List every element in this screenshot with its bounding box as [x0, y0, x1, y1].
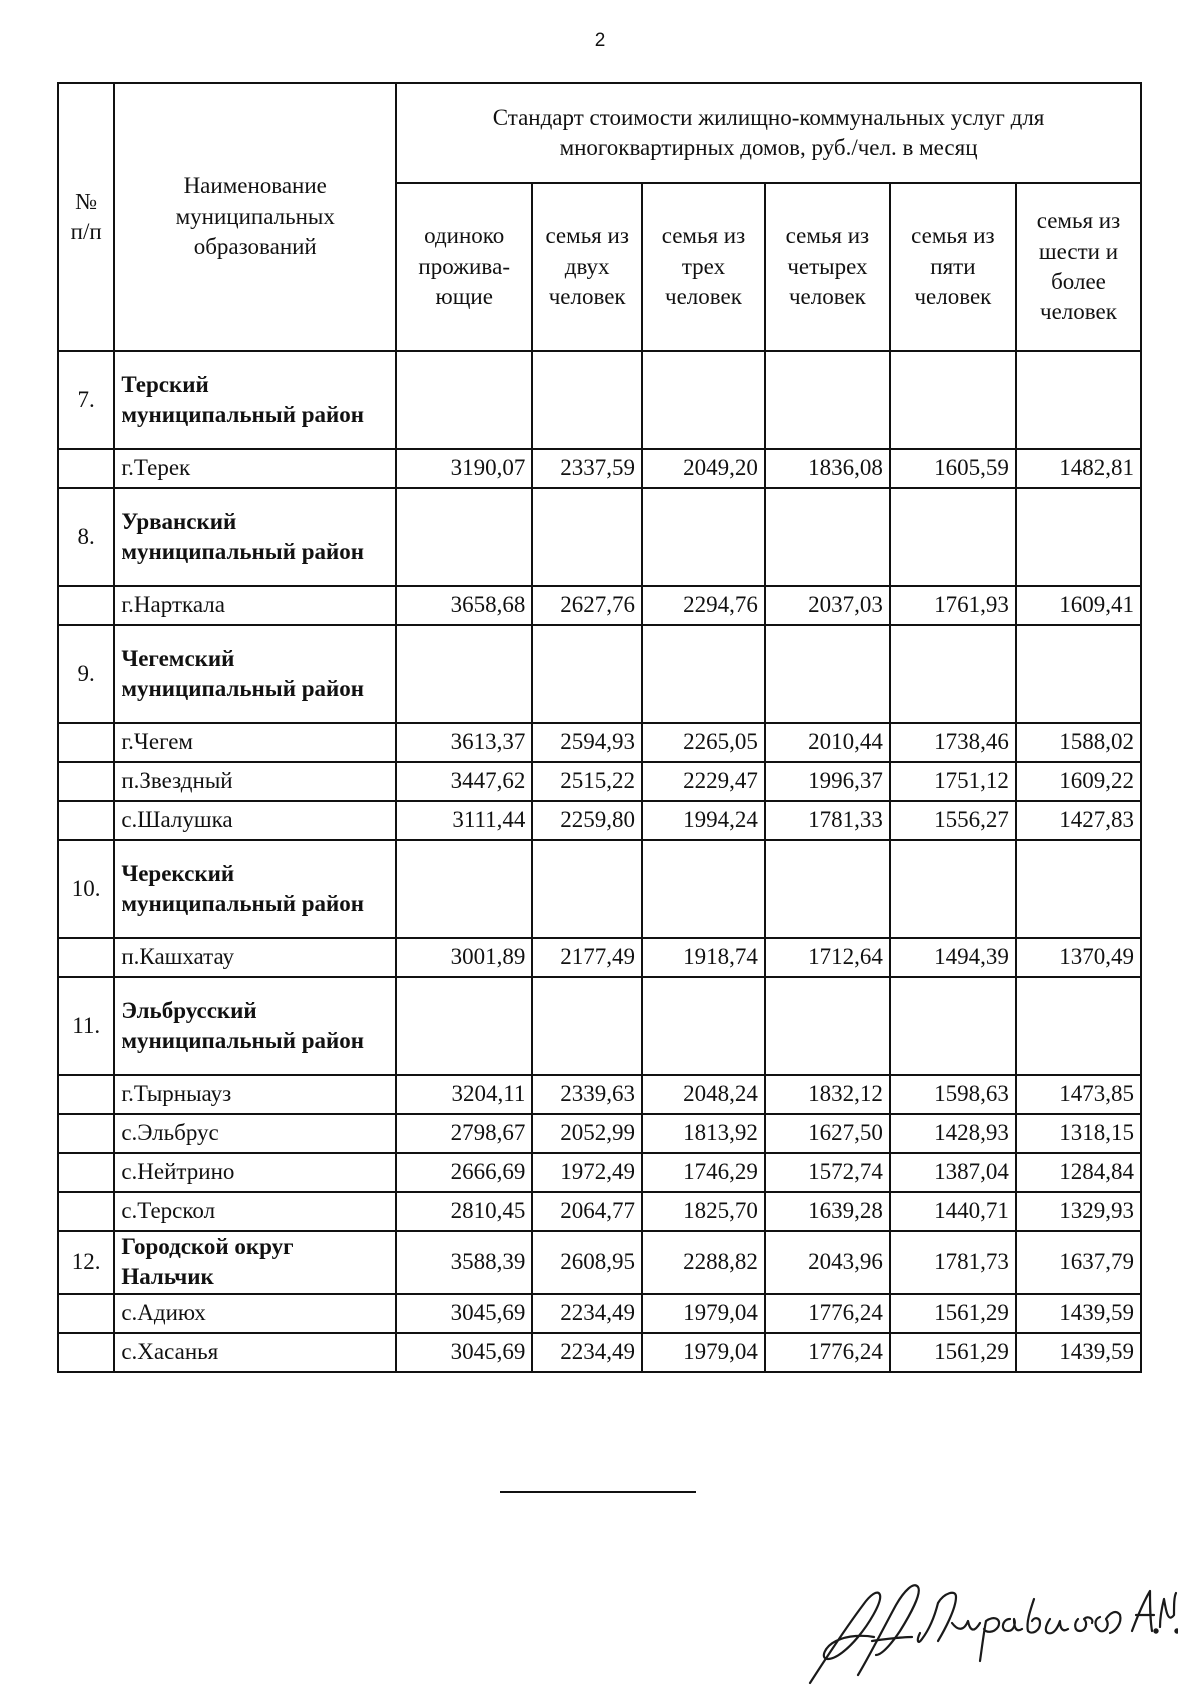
tariff-table: [57, 82, 1142, 1373]
footer-rule: [500, 1491, 696, 1493]
row-name: г.Чегем: [114, 723, 396, 762]
cost-cell: [765, 351, 890, 449]
cost-cell: 3588,39: [396, 1231, 532, 1294]
row-number: [58, 1075, 114, 1114]
cost-cell: 1776,24: [765, 1333, 890, 1372]
district-row: [58, 977, 1141, 1075]
cost-cell: [890, 351, 1016, 449]
cost-cell: 1813,92: [642, 1114, 765, 1153]
cost-cell: 1972,49: [532, 1153, 642, 1192]
cost-cell: 1609,22: [1016, 762, 1141, 801]
cost-cell: 1605,59: [890, 449, 1016, 488]
header-subcol: одиноко проживa-ющие: [396, 183, 532, 351]
cost-cell: 2608,95: [532, 1231, 642, 1294]
cost-cell: 2229,47: [642, 762, 765, 801]
cost-cell: 1781,73: [890, 1231, 1016, 1294]
cost-cell: [642, 625, 765, 723]
row-number: 7.: [58, 351, 114, 449]
row-name: Эльбрусский муниципальный район: [114, 977, 396, 1075]
page-number: 2: [594, 30, 606, 51]
cost-cell: 1979,04: [642, 1294, 765, 1333]
cost-cell: [890, 977, 1016, 1075]
cost-cell: [1016, 977, 1141, 1075]
cost-cell: 1370,49: [1016, 938, 1141, 977]
cost-cell: 2010,44: [765, 723, 890, 762]
cost-cell: 1494,39: [890, 938, 1016, 977]
cost-cell: 3613,37: [396, 723, 532, 762]
cost-cell: [1016, 351, 1141, 449]
settlement-row: [58, 762, 1141, 801]
cost-cell: 2265,05: [642, 723, 765, 762]
header-number: № п/п: [58, 83, 114, 351]
cost-cell: 1639,28: [765, 1192, 890, 1231]
cost-cell: [396, 351, 532, 449]
cost-cell: 3204,11: [396, 1075, 532, 1114]
row-number: [58, 449, 114, 488]
cost-cell: 2339,63: [532, 1075, 642, 1114]
row-name: п.Кашхатау: [114, 938, 396, 977]
cost-cell: [642, 840, 765, 938]
cost-cell: 3045,69: [396, 1333, 532, 1372]
cost-cell: 2037,03: [765, 586, 890, 625]
row-number: 8.: [58, 488, 114, 586]
header-subcol: семья из двух человек: [532, 183, 642, 351]
cost-cell: [642, 977, 765, 1075]
row-name: с.Шалушка: [114, 801, 396, 840]
row-number: 9.: [58, 625, 114, 723]
row-name: г.Нарткала: [114, 586, 396, 625]
row-number: [58, 723, 114, 762]
cost-cell: [532, 977, 642, 1075]
header-subcol: семья из пяти человек: [890, 183, 1016, 351]
cost-cell: [890, 488, 1016, 586]
row-name: Терский муниципальный район: [114, 351, 396, 449]
settlement-row: [58, 1153, 1141, 1192]
district-row: [58, 625, 1141, 723]
cost-cell: 1712,64: [765, 938, 890, 977]
row-name: с.Эльбрус: [114, 1114, 396, 1153]
cost-cell: 1979,04: [642, 1333, 765, 1372]
cost-cell: [396, 488, 532, 586]
row-number: [58, 1294, 114, 1333]
row-number: [58, 1153, 114, 1192]
settlement-row: [58, 1075, 1141, 1114]
cost-cell: 1598,63: [890, 1075, 1016, 1114]
cost-cell: 1761,93: [890, 586, 1016, 625]
settlement-row: [58, 1192, 1141, 1231]
cost-cell: 1836,08: [765, 449, 890, 488]
row-name: с.Нейтрино: [114, 1153, 396, 1192]
cost-cell: [890, 625, 1016, 723]
cost-cell: 1439,59: [1016, 1294, 1141, 1333]
cost-cell: [642, 488, 765, 586]
cost-cell: [890, 840, 1016, 938]
cost-cell: 1994,24: [642, 801, 765, 840]
row-number: [58, 1333, 114, 1372]
district-row: [58, 488, 1141, 586]
district-row: [58, 351, 1141, 449]
cost-cell: [396, 840, 532, 938]
cost-cell: 2048,24: [642, 1075, 765, 1114]
cost-cell: [396, 977, 532, 1075]
settlement-row: [58, 1114, 1141, 1153]
row-number: 10.: [58, 840, 114, 938]
cost-cell: 2810,45: [396, 1192, 532, 1231]
row-name: г.Тырныауз: [114, 1075, 396, 1114]
cost-cell: [765, 488, 890, 586]
cost-cell: 1561,29: [890, 1294, 1016, 1333]
cost-cell: 2627,76: [532, 586, 642, 625]
cost-cell: [396, 625, 532, 723]
row-number: [58, 762, 114, 801]
row-name: п.Звездный: [114, 762, 396, 801]
cost-cell: 3001,89: [396, 938, 532, 977]
cost-cell: 2043,96: [765, 1231, 890, 1294]
cost-cell: 2288,82: [642, 1231, 765, 1294]
cost-cell: [532, 351, 642, 449]
cost-cell: 2064,77: [532, 1192, 642, 1231]
cost-cell: 1556,27: [890, 801, 1016, 840]
row-name: с.Адиюх: [114, 1294, 396, 1333]
cost-cell: [765, 977, 890, 1075]
settlement-row: [58, 938, 1141, 977]
cost-cell: 2798,67: [396, 1114, 532, 1153]
header-subcol: семья из четырех человек: [765, 183, 890, 351]
signature: [788, 1575, 1178, 1690]
cost-cell: 1439,59: [1016, 1333, 1141, 1372]
cost-cell: 1482,81: [1016, 449, 1141, 488]
settlement-row: [58, 449, 1141, 488]
cost-cell: 2177,49: [532, 938, 642, 977]
district-row: [58, 840, 1141, 938]
cost-cell: [532, 840, 642, 938]
settlement-row: [58, 723, 1141, 762]
cost-cell: 3190,07: [396, 449, 532, 488]
cost-cell: [532, 488, 642, 586]
cost-cell: 1427,83: [1016, 801, 1141, 840]
cost-cell: 1751,12: [890, 762, 1016, 801]
row-number: [58, 801, 114, 840]
cost-cell: 1318,15: [1016, 1114, 1141, 1153]
cost-cell: [765, 625, 890, 723]
cost-cell: 2052,99: [532, 1114, 642, 1153]
cost-cell: 1918,74: [642, 938, 765, 977]
row-number: [58, 938, 114, 977]
cost-cell: 2515,22: [532, 762, 642, 801]
cost-cell: 1473,85: [1016, 1075, 1141, 1114]
row-name: Городской округ Нальчик: [114, 1231, 396, 1294]
settlement-row: [58, 586, 1141, 625]
cost-cell: [642, 351, 765, 449]
cost-cell: 1825,70: [642, 1192, 765, 1231]
row-number: [58, 1114, 114, 1153]
cost-cell: 1832,12: [765, 1075, 890, 1114]
settlement-row: [58, 1333, 1141, 1372]
cost-cell: 1588,02: [1016, 723, 1141, 762]
header-row-group: [58, 83, 1141, 183]
row-number: [58, 1192, 114, 1231]
cost-cell: 1284,84: [1016, 1153, 1141, 1192]
row-name: Чегемский муниципальный район: [114, 625, 396, 723]
cost-cell: 3658,68: [396, 586, 532, 625]
header-subcol: семья из трех человек: [642, 183, 765, 351]
settlement-row: [58, 1294, 1141, 1333]
cost-cell: 2234,49: [532, 1294, 642, 1333]
cost-cell: 2594,93: [532, 723, 642, 762]
cost-cell: 1572,74: [765, 1153, 890, 1192]
cost-cell: 3447,62: [396, 762, 532, 801]
cost-cell: 1561,29: [890, 1333, 1016, 1372]
district-row: [58, 1231, 1141, 1294]
cost-cell: 1746,29: [642, 1153, 765, 1192]
cost-cell: 1428,93: [890, 1114, 1016, 1153]
cost-cell: 2666,69: [396, 1153, 532, 1192]
cost-cell: [532, 625, 642, 723]
row-name: с.Терскол: [114, 1192, 396, 1231]
cost-cell: 2049,20: [642, 449, 765, 488]
cost-cell: 1996,37: [765, 762, 890, 801]
cost-cell: 1387,04: [890, 1153, 1016, 1192]
cost-cell: 2294,76: [642, 586, 765, 625]
cost-cell: 2259,80: [532, 801, 642, 840]
row-number: 11.: [58, 977, 114, 1075]
cost-cell: 1627,50: [765, 1114, 890, 1153]
header-name: Наименование муниципальных образований: [114, 83, 396, 351]
row-name: г.Терек: [114, 449, 396, 488]
cost-cell: 1776,24: [765, 1294, 890, 1333]
cost-cell: 1738,46: [890, 723, 1016, 762]
cost-cell: 2337,59: [532, 449, 642, 488]
settlement-row: [58, 801, 1141, 840]
cost-cell: 1781,33: [765, 801, 890, 840]
cost-cell: 3111,44: [396, 801, 532, 840]
cost-cell: [1016, 625, 1141, 723]
table-body: [58, 351, 1141, 1372]
cost-cell: [765, 840, 890, 938]
cost-cell: 1609,41: [1016, 586, 1141, 625]
cost-cell: 1440,71: [890, 1192, 1016, 1231]
row-name: Урванский муниципальный район: [114, 488, 396, 586]
cost-cell: 3045,69: [396, 1294, 532, 1333]
row-number: 12.: [58, 1231, 114, 1294]
row-number: [58, 586, 114, 625]
header-subcol: семья из шести и более человек: [1016, 183, 1141, 351]
cost-cell: 1329,93: [1016, 1192, 1141, 1231]
cost-cell: 2234,49: [532, 1333, 642, 1372]
row-name: Черекский муниципальный район: [114, 840, 396, 938]
cost-cell: [1016, 840, 1141, 938]
cost-cell: [1016, 488, 1141, 586]
row-name: с.Хасанья: [114, 1333, 396, 1372]
header-group-title: Стандарт стоимости жилищно-коммунальных услуг для многоквартирных домов, руб./чел. в месяц: [396, 83, 1141, 183]
cost-cell: 1637,79: [1016, 1231, 1141, 1294]
